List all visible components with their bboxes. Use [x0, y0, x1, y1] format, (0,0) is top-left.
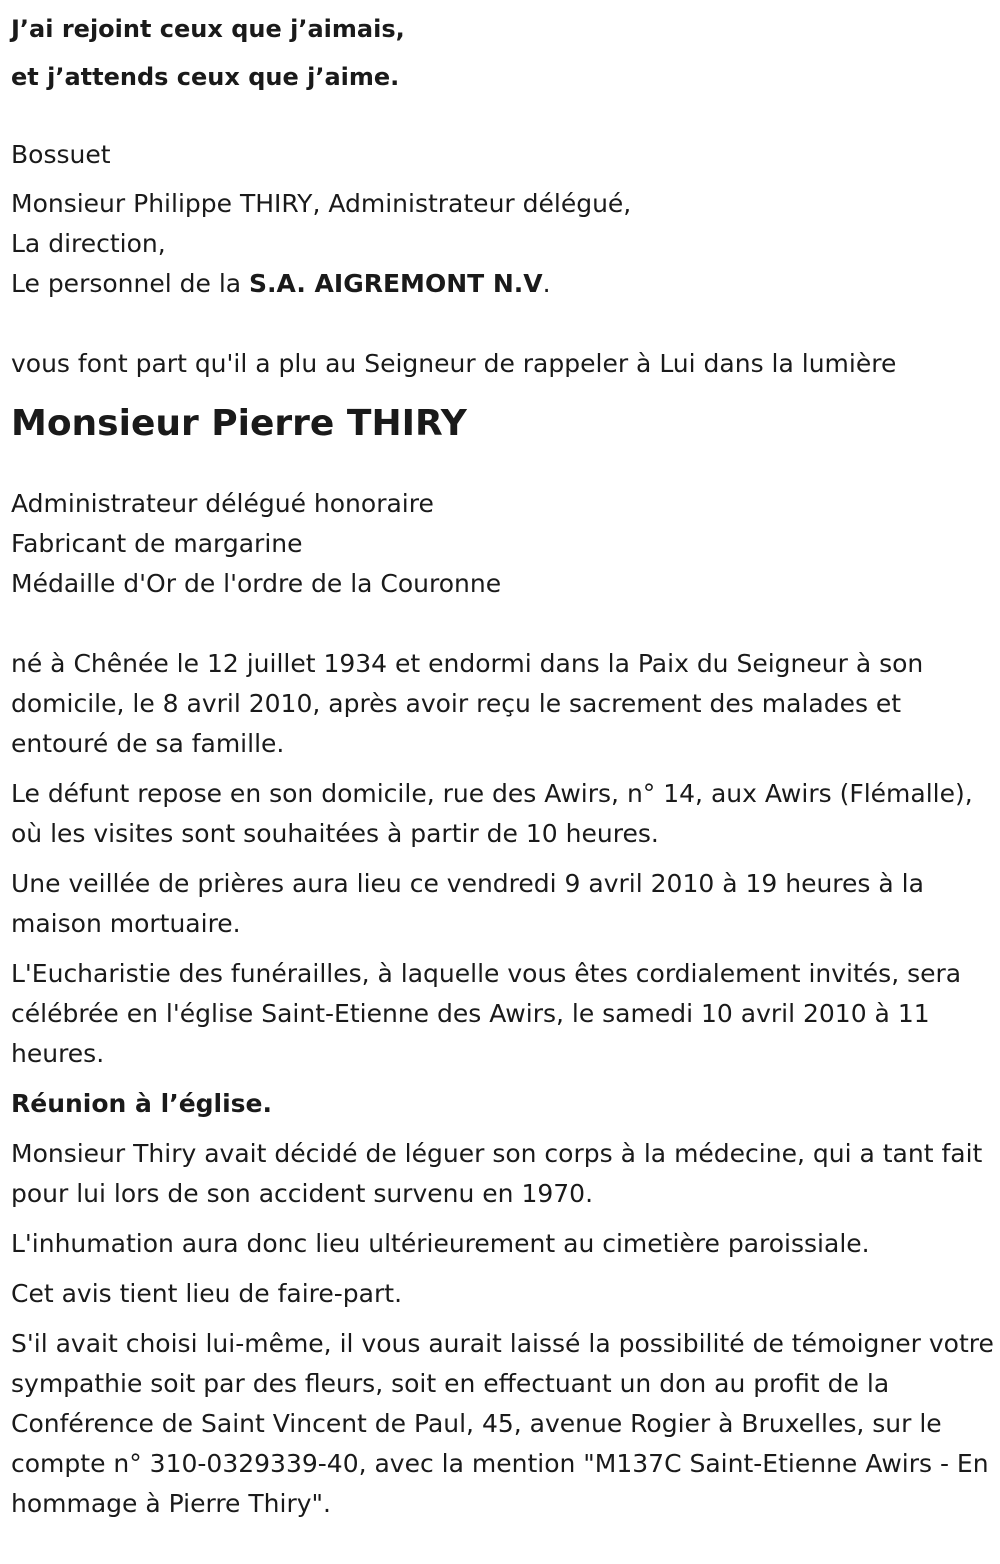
spacer	[11, 384, 1000, 402]
paragraph-reunion: Réunion à l’église.	[11, 1089, 273, 1118]
title-item: Fabricant de margarine	[11, 529, 303, 558]
announcer-line-3-suffix: .	[542, 269, 551, 298]
spacer	[11, 101, 1000, 135]
paragraph-medecine: Monsieur Thiry avait décidé de léguer son corps à la médecine, qui a tant fait pour lui lors de son accident survenu en 1970.	[11, 1139, 983, 1208]
spacer	[11, 446, 1000, 484]
paragraph-eucharistie: L'Eucharistie des funérailles, à laquelle vous êtes cordialement invités, sera célébrée en l'église Saint-Etienne des Awirs, le samedi 10 avril 2010 à 11 heures.	[11, 959, 962, 1068]
paragraph-inhumation: L'inhumation aura donc lieu ultérieurement au cimetière paroissiale.	[11, 1229, 870, 1258]
paragraph-don: S'il avait choisi lui-même, il vous aurait laissé la possibilité de témoigner votre sympathie soit par des fleurs, soit en effectuant un don au profit de la Conférence de Saint Vincent de Paul, 45, avenue Rogier à Bruxelles, sur le compte n° 310-0329339-40, avec la mention "M137C Saint-Etienne Awirs - En hommage à Pierre Thiry".	[11, 1329, 994, 1518]
announcers-block	[11, 184, 1000, 304]
body-text	[11, 644, 996, 1524]
announcer-line-3-prefix: Le personnel de la	[11, 269, 250, 298]
deceased-name: Monsieur Pierre THIRY	[11, 403, 467, 444]
spacer	[11, 604, 1000, 644]
company-name: S.A. AIGREMONT N.V	[249, 269, 543, 298]
paragraph-avis: Cet avis tient lieu de faire-part.	[11, 1279, 403, 1308]
paragraph-repose: Le défunt repose en son domicile, rue des Awirs, n° 14, aux Awirs (Flémalle), où les visites sont souhaitées à partir de 10 heures.	[11, 779, 973, 848]
paragraph-veillee: Une veillée de prières aura lieu ce vendredi 9 avril 2010 à 19 heures à la maison mortuaire.	[11, 869, 924, 938]
quote-line-2: et j’attends ceux que j’aime.	[11, 63, 400, 91]
paragraph-birth-death: né à Chênée le 12 juillet 1934 et endormi dans la Paix du Seigneur à son domicile, le 8 avril 2010, après avoir reçu le sacrement des malades et entouré de sa famille.	[11, 649, 924, 758]
titles-list	[11, 484, 1000, 604]
title-item: Administrateur délégué honoraire	[11, 489, 434, 518]
announcer-line-2: La direction,	[11, 229, 166, 258]
intro-text: vous font part qu'il a plu au Seigneur de rappeler à Lui dans la lumière	[11, 349, 897, 378]
quote-author: Bossuet	[11, 140, 111, 169]
title-item: Médaille d'Or de l'ordre de la Couronne	[11, 569, 502, 598]
spacer	[11, 175, 1000, 184]
announcer-line-3	[11, 264, 1000, 304]
spacer	[11, 304, 1000, 344]
quote-line-1: J’ai rejoint ceux que j’aimais,	[11, 15, 405, 43]
announcer-line-1: Monsieur Philippe THIRY, Administrateur délégué,	[11, 189, 632, 218]
